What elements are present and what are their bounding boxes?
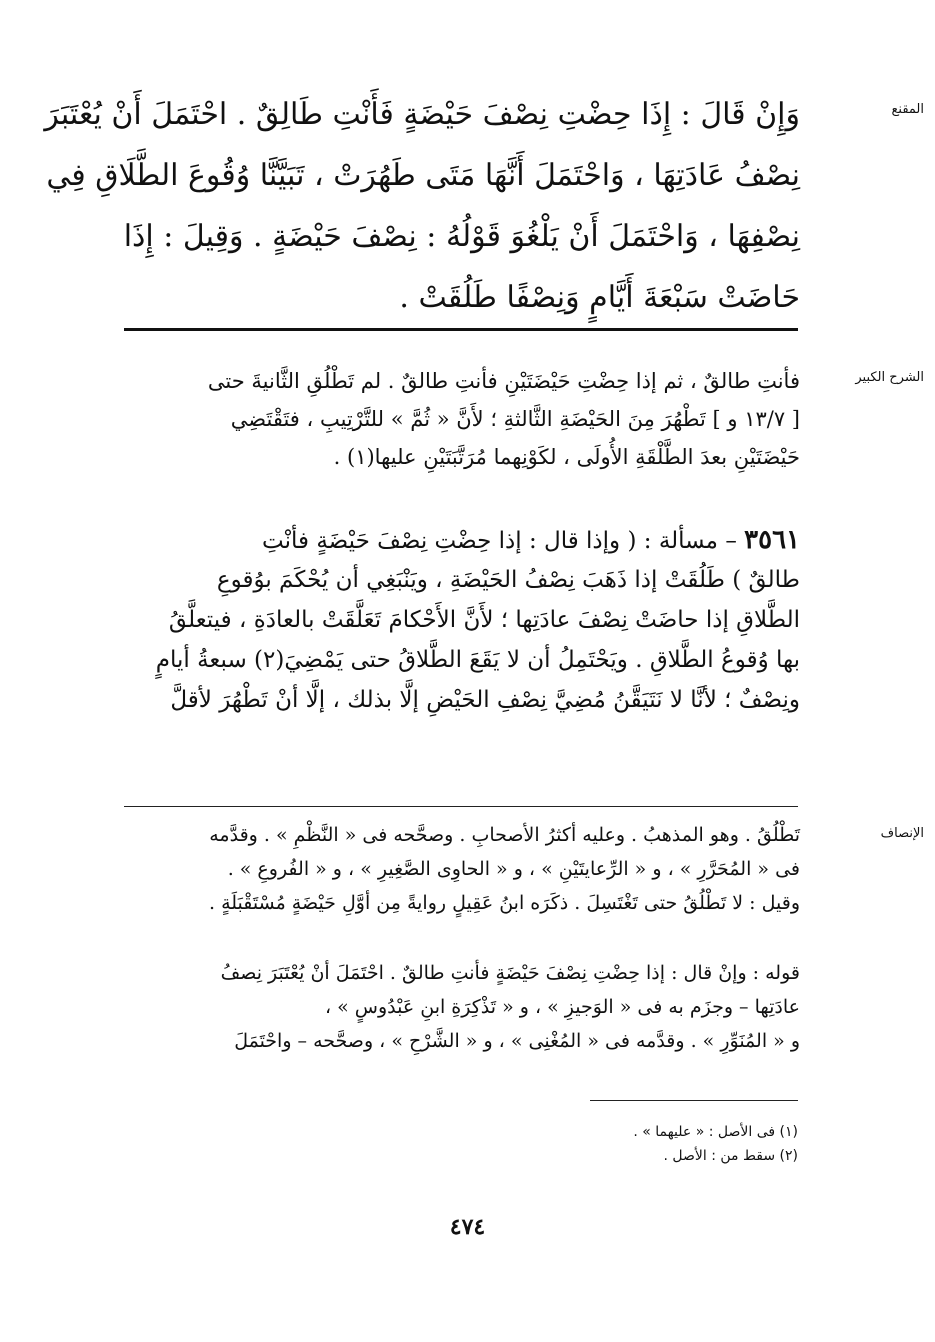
masala-number: ٣٥٦١: [744, 525, 800, 555]
masala-first-line: [124, 520, 800, 560]
muqni-line: نِصْفِهَا ، وَاحْتَمَلَ أَنْ يَلْغُوَ قَوْلُهُ : نِصْفَ حَيْضَةٍ . وَقِيلَ : إِذَا: [123, 219, 800, 254]
insaf-line: فى « المُحَرَّرِ » ، و « الرِّعايتَيْنِ » ، و « الحاوِى الصَّغِيرِ » ، و « الفُروعِ » .: [227, 858, 800, 880]
muqni-line: وَإِنْ قَالَ : إِذَا حِضْتِ نِصْفَ حَيْضَةٍ فَأَنْتِ طَالِقٌ . احْتَمَلَ أَنْ يُعْتَبَرَ: [44, 97, 800, 132]
footnote-divider: [590, 1100, 798, 1101]
masala-line: بها وُقوعُ الطَّلاقِ . ويَحْتَمِلُ أن لا يَقَعَ الطَّلاقُ حتى يَمْضِيَ(٢) سبعةُ أيامٍ: [155, 647, 800, 673]
insaf-line: تَطْلُقُ . وهو المذهبُ . وعليه أكثرُ الأصحابِ . وصحَّحه فى « النَّظْمِ » . وقدَّمه: [209, 824, 800, 846]
insaf-text-b: [124, 956, 800, 1058]
muqni-line: حَاضَتْ سَبْعَةَ أَيَّامٍ وَنِصْفًا طَلُقَتْ .: [399, 280, 800, 315]
insaf-line: وقيل : لا تَطْلُقُ حتى تَغْتَسِلَ . ذكَرَه ابنُ عَقِيلٍ روايةً مِن أوَّلِ حَيْضَةٍ مُسْتَقْبَلَةٍ .: [208, 892, 800, 914]
section-label-muqni: المقنع: [891, 102, 924, 117]
footnotes: [300, 1120, 798, 1168]
sharh-line: [ ١٣/٧ و ] تَطْهُرَ مِنَ الحَيْضَةِ الثَّالثةِ ؛ لأَنَّ « ثُمَّ » للتَّرْتِيبِ ، فتَقْتَضِي: [230, 407, 800, 431]
section-divider: [124, 328, 798, 331]
sharh-text: [124, 362, 800, 476]
sharh-line: حَيْضَتَيْنِ بعدَ الطَّلْقَةِ الأُولَى ، لكَوْنِهما مُرَتَّبَتَيْنِ عليها(١) .: [333, 445, 800, 469]
insaf-line: عادَتِها – وجزَم به فى « الوَجيزِ » ، و « تَذْكِرَةِ ابنِ عَبْدُوسٍ » ،: [324, 996, 800, 1018]
insaf-line: قوله : وإنْ قال : إذا حِضْتِ نِصْفَ حَيْضَةٍ فأنتِ طالقٌ . احْتَمَلَ أنْ يُعْتَبَرَ نِصفُ: [220, 962, 800, 984]
footnote-1: (١) فى الأصل : « عليهما » .: [633, 1124, 798, 1140]
masala-line: – مسألة : ( وإذا قال : إذا حِضْتِ نِصْفَ حَيْضَةٍ فأنْتِ: [262, 528, 737, 554]
masala-line: ونِصْفٌ ؛ لأنَّا لا نَتَيَقَّنُ مُضِيَّ نِصْفِ الحَيْضِ إلَّا بذلك ، إلَّا أنْ تَطْهُرَ لأقلَّ: [170, 687, 800, 713]
section-label-insaf: الإنصاف: [880, 826, 924, 841]
masala-line: الطَّلاقِ إذا حاضَتْ نِصْفَ عادَتِها ؛ لأَنَّ الأَحْكامَ تَعَلَّقَتْ بالعادَةِ ، فيتعلَّقُ: [168, 607, 800, 633]
sharh-line: فأنتِ طالقٌ ، ثم إذا حِضْتِ حَيْضَتَيْنِ فأنتِ طالقٌ . لم تَطْلُقِ الثَّانيةَ حتى: [207, 369, 800, 393]
section-divider: [124, 806, 798, 807]
section-label-sharh: الشرح الكبير: [855, 370, 924, 385]
masala-line: طالقٌ ) طَلُقَتْ إذا ذَهَبَ نِصْفُ الحَيْضَةِ ، ويَنْبَغِي أن يُحْكَمَ بوُقوعِ: [216, 567, 800, 593]
insaf-text-a: [124, 818, 800, 920]
insaf-line: و « المُنَوِّرِ » . وقدَّمه فى « المُغْنِى » ، و « الشَّرْحِ » ، وصحَّحه – واحْتَمَلَ: [234, 1030, 800, 1052]
page-number: ٤٧٤: [449, 1214, 486, 1240]
muqni-text: [44, 84, 800, 328]
footnote-2: (٢) سقط من : الأصل .: [663, 1148, 798, 1164]
masala-text: [124, 520, 800, 720]
muqni-line: نِصْفُ عَادَتِهَا ، وَاحْتَمَلَ أَنَّهَا مَتَى طَهُرَتْ ، تَبَيَّنَّا وُقُوعَ الطَّلَاقِ فِي: [46, 158, 800, 193]
